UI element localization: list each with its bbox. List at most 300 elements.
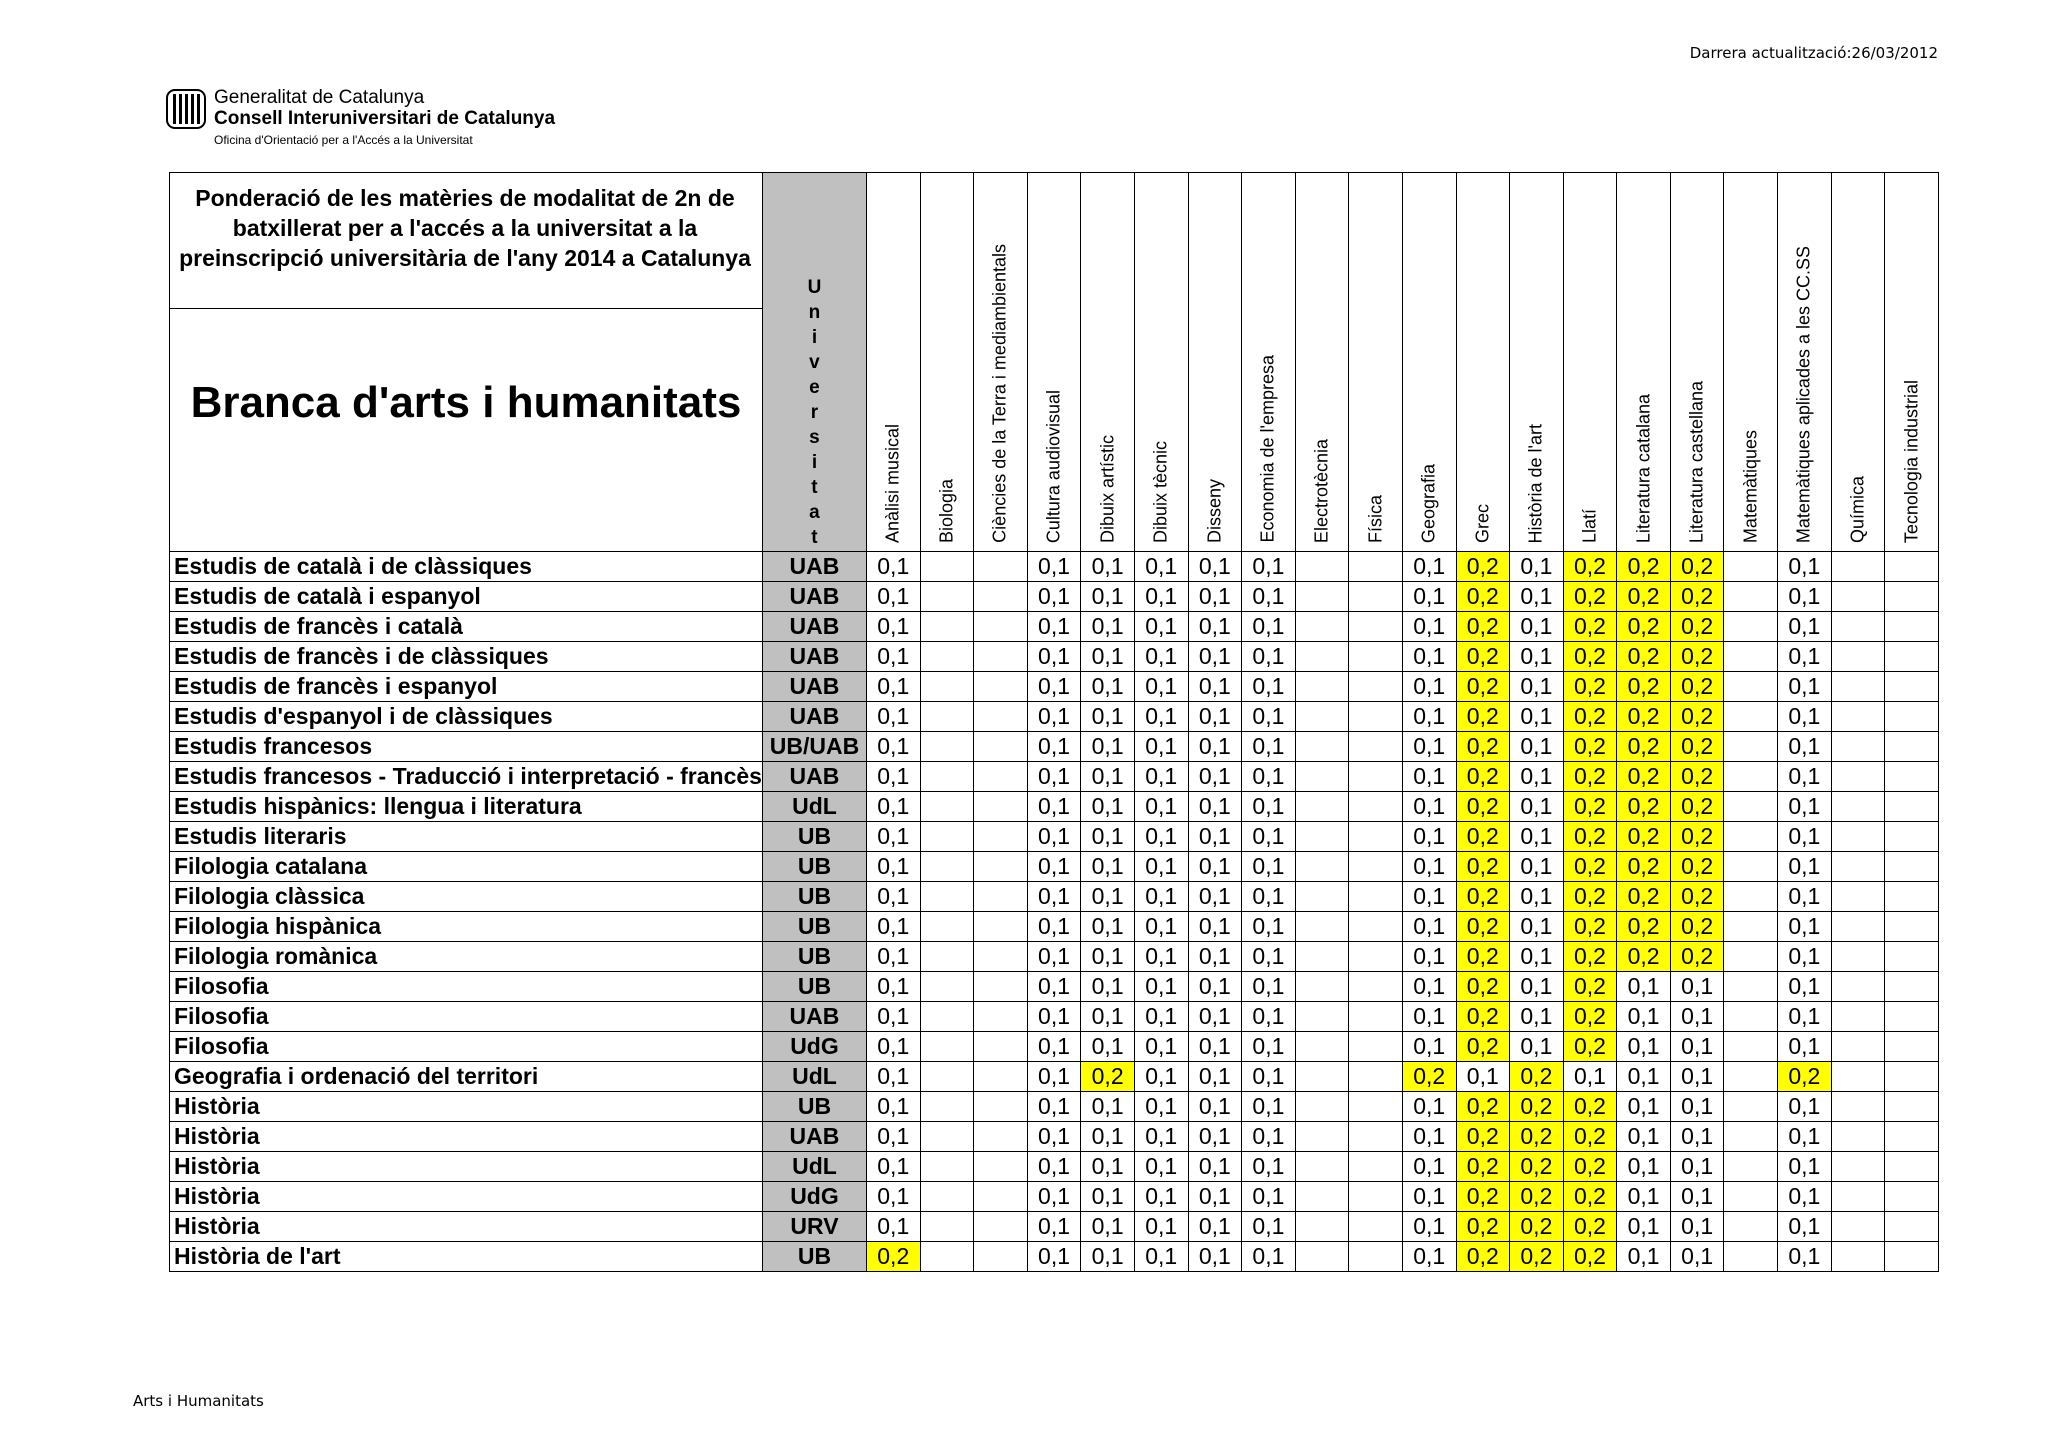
weight-cell: 0,1 [1402, 1002, 1456, 1032]
weight-cell [1724, 1212, 1778, 1242]
weight-cell: 0,1 [1242, 582, 1296, 612]
weight-cell: 0,2 [1456, 672, 1510, 702]
ponderation-table [169, 172, 1939, 1272]
university-code: UdG [762, 1182, 866, 1212]
weight-cell: 0,2 [1456, 1002, 1510, 1032]
weight-cell: 0,1 [1242, 972, 1296, 1002]
weight-cell: 0,2 [1617, 642, 1671, 672]
weight-cell [1885, 912, 1939, 942]
university-header-letter: i [811, 327, 818, 348]
weight-cell [1885, 1092, 1939, 1122]
weight-cell [1349, 1182, 1403, 1212]
university-code: UB [762, 942, 866, 972]
weight-cell: 0,2 [1510, 1122, 1564, 1152]
weight-cell: 0,1 [1242, 612, 1296, 642]
weight-cell: 0,2 [1563, 972, 1617, 1002]
generalitat-logo-icon [166, 89, 206, 129]
weight-cell [1349, 1242, 1403, 1272]
subject-column-header [1081, 173, 1135, 552]
weight-cell: 0,2 [1456, 972, 1510, 1002]
weight-cell: 0,1 [1778, 762, 1832, 792]
weight-cell [1349, 852, 1403, 882]
weight-cell [1885, 1002, 1939, 1032]
weight-cell [1295, 1182, 1349, 1212]
weight-cell: 0,1 [1027, 762, 1081, 792]
weight-cell: 0,1 [1617, 1212, 1671, 1242]
weight-cell [1295, 912, 1349, 942]
weight-cell [1295, 1212, 1349, 1242]
weight-cell: 0,2 [866, 1242, 920, 1272]
university-code: UAB [762, 642, 866, 672]
weight-cell: 0,1 [1027, 672, 1081, 702]
weight-cell: 0,1 [1188, 582, 1242, 612]
weight-cell [1724, 882, 1778, 912]
weight-cell [974, 1152, 1028, 1182]
weight-cell: 0,1 [866, 1002, 920, 1032]
weight-cell [1349, 672, 1403, 702]
weight-cell [1831, 1062, 1885, 1092]
weight-cell [920, 792, 974, 822]
weight-cell: 0,1 [1027, 912, 1081, 942]
weight-cell: 0,1 [1188, 762, 1242, 792]
weight-cell: 0,1 [1617, 1002, 1671, 1032]
weight-cell: 0,1 [1188, 552, 1242, 582]
weight-cell: 0,1 [866, 672, 920, 702]
weight-cell [1349, 1212, 1403, 1242]
weight-cell: 0,1 [1778, 582, 1832, 612]
weight-cell [1349, 972, 1403, 1002]
weight-cell: 0,1 [1617, 1242, 1671, 1272]
subject-label: Economia de l'empresa [1257, 355, 1278, 543]
weight-cell [1724, 1062, 1778, 1092]
weight-cell: 0,1 [1670, 1152, 1724, 1182]
weight-cell: 0,1 [1081, 1242, 1135, 1272]
weight-cell [1885, 732, 1939, 762]
weight-cell: 0,1 [1778, 612, 1832, 642]
table-row [170, 912, 1939, 942]
degree-name: Estudis francesos - Traducció i interpretació - francès [170, 762, 763, 792]
weight-cell: 0,1 [1617, 972, 1671, 1002]
weight-cell: 0,2 [1563, 1032, 1617, 1062]
weight-cell [1724, 972, 1778, 1002]
weight-cell: 0,1 [1134, 1002, 1188, 1032]
subject-label: Literatura castellana [1686, 380, 1707, 543]
weight-cell: 0,1 [866, 852, 920, 882]
weight-cell: 0,1 [1402, 942, 1456, 972]
weight-cell [1885, 702, 1939, 732]
weight-cell: 0,1 [1134, 792, 1188, 822]
logo-line-3: Oficina d'Orientació per a l'Accés a la Universitat [214, 133, 473, 147]
weight-cell: 0,1 [1670, 972, 1724, 1002]
weight-cell: 0,2 [1617, 552, 1671, 582]
weight-cell [974, 1092, 1028, 1122]
subject-column-header [1563, 173, 1617, 552]
logo-line-2: Consell Interuniversitari de Catalunya [214, 108, 556, 129]
weight-cell: 0,2 [1563, 1182, 1617, 1212]
weight-cell: 0,1 [1027, 702, 1081, 732]
university-code: UAB [762, 1002, 866, 1032]
weight-cell: 0,2 [1563, 822, 1617, 852]
weight-cell [1885, 792, 1939, 822]
degree-name: Estudis de català i de clàssiques [170, 552, 763, 582]
weight-cell [920, 1152, 974, 1182]
weight-cell: 0,2 [1563, 1152, 1617, 1182]
subject-column-header [1456, 173, 1510, 552]
weight-cell: 0,1 [1188, 852, 1242, 882]
weight-cell: 0,1 [1081, 582, 1135, 612]
weight-cell: 0,2 [1510, 1152, 1564, 1182]
table-row [170, 1092, 1939, 1122]
weight-cell: 0,1 [1027, 882, 1081, 912]
degree-name: Estudis francesos [170, 732, 763, 762]
university-header-letter: a [809, 502, 820, 523]
weight-cell: 0,1 [1778, 1032, 1832, 1062]
weight-cell [920, 1122, 974, 1152]
university-code: URV [762, 1212, 866, 1242]
subject-column-header [1670, 173, 1724, 552]
subject-column-header [866, 173, 920, 552]
weight-cell [1724, 792, 1778, 822]
degree-name: Història [170, 1152, 763, 1182]
weight-cell [920, 702, 974, 732]
weight-cell [1831, 552, 1885, 582]
university-code: UB [762, 882, 866, 912]
weight-cell: 0,2 [1617, 582, 1671, 612]
subject-label: Cultura audiovisual [1043, 389, 1064, 543]
subject-column-header [1027, 173, 1081, 552]
weight-cell: 0,1 [1027, 552, 1081, 582]
weight-cell [1831, 972, 1885, 1002]
weight-cell: 0,1 [866, 822, 920, 852]
weight-cell [1831, 1092, 1885, 1122]
branch-title: Branca d'arts i humanitats [190, 378, 742, 427]
weight-cell [1295, 942, 1349, 972]
weight-cell: 0,1 [1670, 1122, 1724, 1152]
weight-cell: 0,1 [1027, 852, 1081, 882]
weight-cell: 0,2 [1081, 1062, 1135, 1092]
weight-cell [1831, 702, 1885, 732]
weight-cell: 0,2 [1456, 732, 1510, 762]
weight-cell [974, 822, 1028, 852]
weight-cell: 0,1 [1242, 702, 1296, 732]
weight-cell [1831, 672, 1885, 702]
university-code: UB [762, 972, 866, 1002]
weight-cell [920, 762, 974, 792]
weight-cell [974, 972, 1028, 1002]
weight-cell: 0,2 [1456, 792, 1510, 822]
university-code: UdL [762, 1152, 866, 1182]
weight-cell: 0,1 [866, 1212, 920, 1242]
university-code: UAB [762, 702, 866, 732]
weight-cell: 0,1 [1402, 702, 1456, 732]
weight-cell [1724, 552, 1778, 582]
weight-cell: 0,1 [1510, 612, 1564, 642]
weight-cell [920, 642, 974, 672]
weight-cell: 0,1 [1778, 642, 1832, 672]
weight-cell [1349, 822, 1403, 852]
weight-cell [1885, 672, 1939, 702]
table-row [170, 882, 1939, 912]
weight-cell [1295, 1032, 1349, 1062]
weight-cell [920, 672, 974, 702]
weight-cell: 0,1 [1188, 1152, 1242, 1182]
weight-cell [1349, 1152, 1403, 1182]
subject-column-header [1134, 173, 1188, 552]
weight-cell: 0,1 [1510, 792, 1564, 822]
university-code: UdL [762, 792, 866, 822]
weight-cell: 0,1 [1510, 552, 1564, 582]
weight-cell: 0,1 [1081, 1152, 1135, 1182]
weight-cell: 0,2 [1670, 582, 1724, 612]
weight-cell [1349, 552, 1403, 582]
table-title-cell [170, 173, 763, 552]
subject-column-header [1349, 173, 1403, 552]
weight-cell: 0,1 [1510, 702, 1564, 732]
table-row [170, 732, 1939, 762]
footer-text: Arts i Humanitats [133, 1392, 264, 1410]
weight-cell: 0,1 [1081, 1032, 1135, 1062]
weight-cell: 0,1 [1188, 1032, 1242, 1062]
weight-cell: 0,2 [1617, 762, 1671, 792]
weight-cell [1885, 972, 1939, 1002]
weight-cell: 0,1 [1778, 552, 1832, 582]
weight-cell: 0,1 [1242, 792, 1296, 822]
weight-cell: 0,1 [1134, 552, 1188, 582]
weight-cell: 0,2 [1778, 1062, 1832, 1092]
weight-cell: 0,1 [1027, 1182, 1081, 1212]
table-row [170, 762, 1939, 792]
weight-cell: 0,1 [1778, 882, 1832, 912]
weight-cell [1295, 582, 1349, 612]
degree-name: Estudis de francès i català [170, 612, 763, 642]
weight-cell [1831, 792, 1885, 822]
weight-cell [920, 1032, 974, 1062]
weight-cell: 0,1 [1027, 612, 1081, 642]
weight-cell [1349, 642, 1403, 672]
weight-cell: 0,1 [1617, 1032, 1671, 1062]
weight-cell: 0,2 [1510, 1212, 1564, 1242]
subject-column-header [1617, 173, 1671, 552]
weight-cell: 0,1 [1778, 1182, 1832, 1212]
weight-cell [974, 1212, 1028, 1242]
weight-cell: 0,2 [1563, 1242, 1617, 1272]
weight-cell: 0,2 [1510, 1062, 1564, 1092]
weight-cell: 0,2 [1510, 1092, 1564, 1122]
weight-cell: 0,1 [1778, 792, 1832, 822]
university-code: UAB [762, 672, 866, 702]
weight-cell: 0,1 [1081, 612, 1135, 642]
weight-cell: 0,2 [1617, 672, 1671, 702]
weight-cell: 0,1 [1242, 642, 1296, 672]
weight-cell [920, 612, 974, 642]
table-row [170, 1182, 1939, 1212]
weight-cell [1295, 852, 1349, 882]
weight-cell [920, 552, 974, 582]
university-code: UB [762, 1092, 866, 1122]
subject-column-header [920, 173, 974, 552]
weight-cell: 0,1 [1081, 762, 1135, 792]
weight-cell: 0,1 [1134, 1182, 1188, 1212]
subject-label: Anàlisi musical [882, 423, 903, 543]
weight-cell: 0,2 [1563, 912, 1617, 942]
weight-cell: 0,1 [1670, 1032, 1724, 1062]
weight-cell: 0,2 [1617, 792, 1671, 822]
table-row [170, 582, 1939, 612]
weight-cell: 0,1 [1242, 1152, 1296, 1182]
university-code: UAB [762, 762, 866, 792]
weight-cell [1349, 732, 1403, 762]
weight-cell: 0,1 [1402, 1152, 1456, 1182]
weight-cell [1885, 1062, 1939, 1092]
weight-cell: 0,2 [1510, 1242, 1564, 1272]
weight-cell: 0,1 [1510, 1002, 1564, 1032]
weight-cell [974, 792, 1028, 822]
weight-cell: 0,2 [1670, 612, 1724, 642]
weight-cell [1724, 1152, 1778, 1182]
weight-cell: 0,1 [1188, 642, 1242, 672]
weight-cell: 0,1 [1188, 1242, 1242, 1272]
weight-cell [1885, 582, 1939, 612]
weight-cell [1295, 972, 1349, 1002]
weight-cell: 0,2 [1563, 792, 1617, 822]
weight-cell [1831, 612, 1885, 642]
weight-cell: 0,1 [1510, 1032, 1564, 1062]
weight-cell: 0,2 [1456, 1032, 1510, 1062]
weight-cell [920, 582, 974, 612]
weight-cell [920, 1092, 974, 1122]
weight-cell: 0,1 [1778, 732, 1832, 762]
weight-cell: 0,1 [866, 552, 920, 582]
weight-cell [1349, 582, 1403, 612]
weight-cell [974, 882, 1028, 912]
weight-cell: 0,1 [1510, 762, 1564, 792]
weight-cell: 0,1 [1510, 642, 1564, 672]
weight-cell [974, 732, 1028, 762]
weight-cell: 0,1 [1670, 1092, 1724, 1122]
weight-cell [1724, 1182, 1778, 1212]
degree-name: Filosofia [170, 972, 763, 1002]
table-row [170, 672, 1939, 702]
weight-cell: 0,1 [1188, 1182, 1242, 1212]
weight-cell: 0,1 [1242, 1122, 1296, 1152]
weight-cell [1831, 852, 1885, 882]
weight-cell: 0,1 [866, 1182, 920, 1212]
weight-cell: 0,1 [1402, 732, 1456, 762]
weight-cell: 0,1 [1188, 672, 1242, 702]
weight-cell [974, 1182, 1028, 1212]
subject-label: Ciències de la Terra i mediambientals [989, 244, 1010, 543]
weight-cell [1724, 942, 1778, 972]
weight-cell: 0,2 [1456, 1092, 1510, 1122]
degree-name: Estudis hispànics: llengua i literatura [170, 792, 763, 822]
weight-cell [1885, 1182, 1939, 1212]
degree-name: Estudis de francès i espanyol [170, 672, 763, 702]
subject-label: Llatí [1579, 508, 1600, 543]
weight-cell [1831, 1002, 1885, 1032]
weight-cell: 0,1 [1402, 1212, 1456, 1242]
weight-cell: 0,2 [1670, 822, 1724, 852]
logo-line-1: Generalitat de Catalunya [214, 87, 425, 108]
university-code: UAB [762, 552, 866, 582]
university-code: UB [762, 852, 866, 882]
subject-label: Matemàtiques [1740, 429, 1761, 543]
weight-cell: 0,1 [1510, 912, 1564, 942]
table-row [170, 792, 1939, 822]
weight-cell [920, 912, 974, 942]
weight-cell [1724, 582, 1778, 612]
weight-cell [1831, 1212, 1885, 1242]
weight-cell [1724, 642, 1778, 672]
weight-cell: 0,1 [866, 912, 920, 942]
weight-cell: 0,1 [1134, 762, 1188, 792]
weight-cell: 0,1 [1188, 1122, 1242, 1152]
weight-cell: 0,1 [1242, 1182, 1296, 1212]
subject-column-header [1295, 173, 1349, 552]
weight-cell: 0,1 [1778, 1092, 1832, 1122]
subject-column-header [974, 173, 1028, 552]
weight-cell [1349, 912, 1403, 942]
weight-cell: 0,1 [1081, 852, 1135, 882]
weight-cell: 0,1 [1402, 672, 1456, 702]
weight-cell: 0,1 [1242, 762, 1296, 792]
weight-cell [974, 1002, 1028, 1032]
weight-cell: 0,1 [1778, 702, 1832, 732]
weight-cell [1295, 1242, 1349, 1272]
weight-cell: 0,1 [1134, 612, 1188, 642]
weight-cell: 0,2 [1456, 882, 1510, 912]
weight-cell: 0,1 [1081, 1092, 1135, 1122]
weight-cell: 0,1 [1081, 732, 1135, 762]
weight-cell: 0,2 [1456, 582, 1510, 612]
weight-cell: 0,2 [1670, 732, 1724, 762]
subject-label: Disseny [1204, 478, 1225, 543]
weight-cell [1885, 1212, 1939, 1242]
weight-cell: 0,1 [1778, 1212, 1832, 1242]
weight-cell: 0,2 [1617, 702, 1671, 732]
table-row [170, 702, 1939, 732]
subject-column-header [1510, 173, 1564, 552]
weight-cell: 0,2 [1617, 942, 1671, 972]
subject-label: Dibuix tècnic [1150, 440, 1171, 543]
weight-cell [1349, 1002, 1403, 1032]
weight-cell: 0,1 [1778, 1122, 1832, 1152]
weight-cell [1295, 1062, 1349, 1092]
subject-column-header [1242, 173, 1296, 552]
weight-cell [1831, 582, 1885, 612]
subject-label: Matemàtiques aplicades a les CC.SS [1793, 245, 1814, 543]
weight-cell: 0,1 [1027, 1002, 1081, 1032]
university-header-letter: e [809, 377, 820, 398]
weight-cell [1724, 822, 1778, 852]
weight-cell [920, 1242, 974, 1272]
weight-cell: 0,1 [1081, 972, 1135, 1002]
weight-cell: 0,1 [1510, 732, 1564, 762]
university-code: UB [762, 822, 866, 852]
weight-cell: 0,1 [1027, 582, 1081, 612]
weight-cell: 0,1 [1134, 732, 1188, 762]
table-row [170, 642, 1939, 672]
weight-cell: 0,2 [1563, 1122, 1617, 1152]
university-header-letter: n [808, 302, 821, 323]
weight-cell: 0,1 [866, 732, 920, 762]
last-update-text: Darrera actualització:26/03/2012 [1689, 44, 1938, 62]
degree-name: Filologia clàssica [170, 882, 763, 912]
weight-cell: 0,2 [1563, 852, 1617, 882]
weight-cell: 0,2 [1456, 642, 1510, 672]
university-header-letter: v [809, 352, 820, 373]
university-code: UdL [762, 1062, 866, 1092]
weight-cell: 0,1 [1778, 1152, 1832, 1182]
